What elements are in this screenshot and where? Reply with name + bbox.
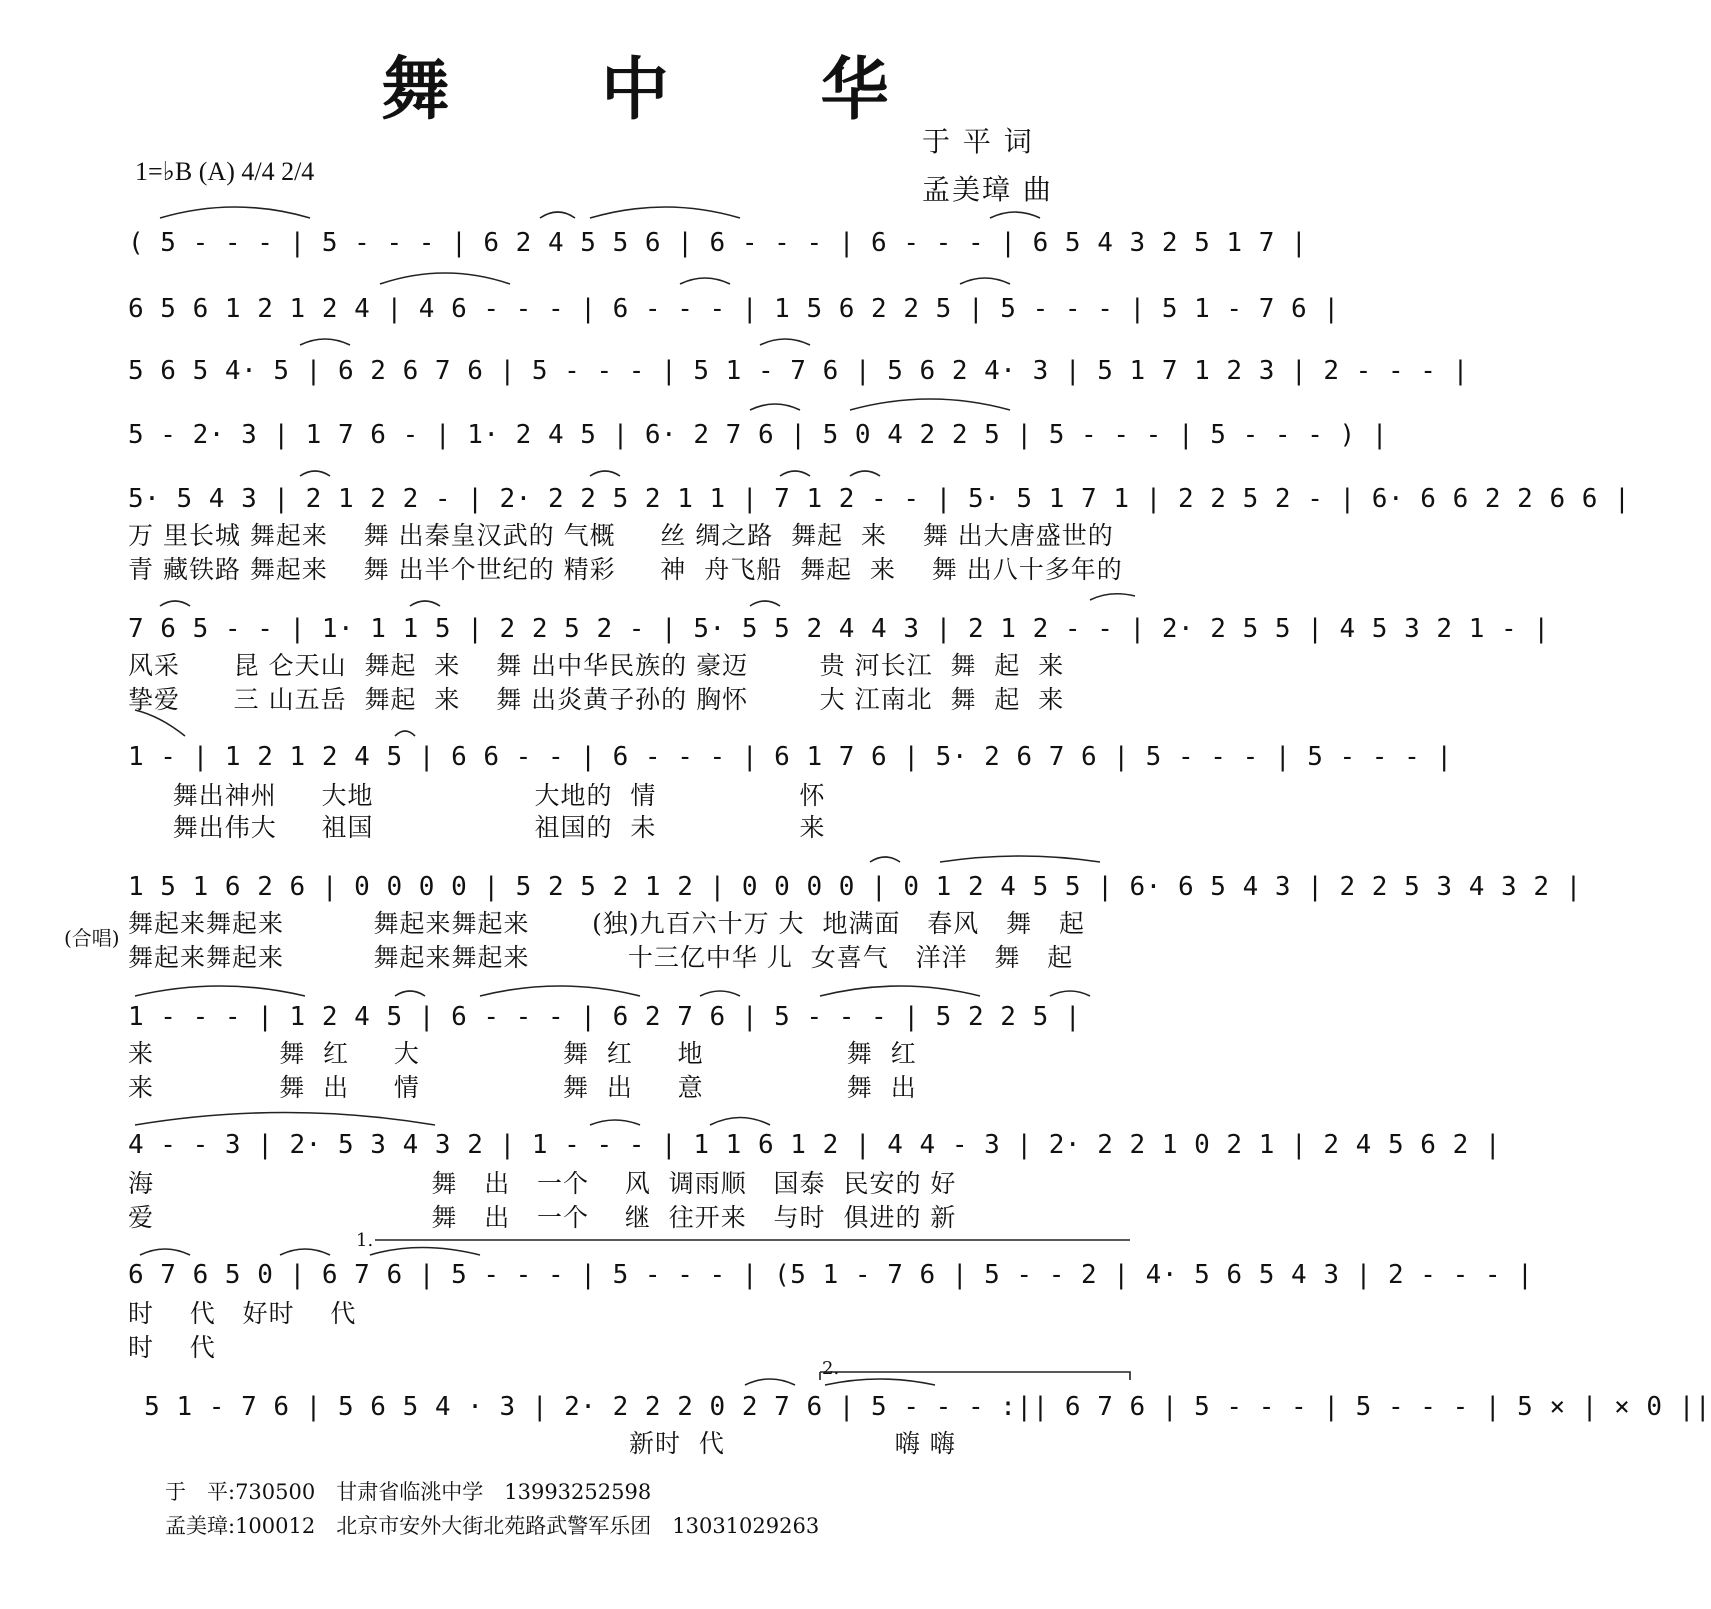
slur-mark	[590, 207, 740, 218]
slur-mark	[680, 278, 730, 284]
notation-row: 5 - 2· 3 | 1 7 6 - | 1· 2 4 5 | 6· 2 7 6 | 5 0 4 2 2 5 | 5 - - - | 5 - - - ) |	[128, 420, 1388, 450]
lyrics-verse-1: 海 舞 出 一个 风 调雨顺 国泰 民安的 好	[128, 1169, 957, 1198]
slur-mark	[135, 986, 305, 996]
slur-mark	[750, 404, 800, 410]
notation-row: 4 - - 3 | 2· 5 3 4 3 2 | 1 - - - | 1 1 6 1 2 | 4 4 - 3 | 2· 2 2 1 0 2 1 | 2 4 5 6 2 |	[128, 1130, 1502, 1160]
slur-mark	[710, 1118, 770, 1126]
notation-row: 5 1 - 7 6 | 5 6 5 4 · 3 | 2· 2 2 2 0 2 7 6 | 5 - - - :|| 6 7 6 | 5 - - - | 5 - - - | 5 × | × 0 ||	[128, 1392, 1711, 1422]
slur-mark	[745, 1379, 795, 1385]
lyricist-credit: 于 平 词	[922, 125, 1034, 158]
slur-mark	[850, 399, 1010, 410]
lyrics-verse-2: 挚爱 三 山五岳 舞起 来 舞 出炎黄子孙的 胸怀 大 江南北 舞 起 来	[128, 685, 1065, 714]
composer-credit: 孟美璋 曲	[922, 173, 1053, 206]
slur-mark	[540, 212, 575, 218]
slur-mark	[1050, 991, 1090, 996]
lyrics-verse-2: 来 舞 出 情 舞 出 意 舞 出	[128, 1073, 917, 1102]
notation-row: 1 5 1 6 2 6 | 0 0 0 0 | 5 2 5 2 1 2 | 0 0 0 0 | 0 1 2 4 5 5 | 6· 6 5 4 3 | 2 2 5 3 4 3 2 |	[128, 872, 1582, 902]
slur-mark	[140, 1249, 190, 1255]
slur-mark	[850, 471, 880, 476]
lyrics-verse-1: 舞出神州 大地 大地的 情 怀	[128, 781, 826, 810]
lyrics-verse-1: 万 里长城 舞起来 舞 出秦皇汉武的 气概 丝 绸之路 舞起 来 舞 出大唐盛世的	[128, 521, 1114, 550]
key-signature: 1=♭B (A) 4/4 2/4	[135, 157, 315, 186]
notation-row: ( 5 - - - | 5 - - - | 6 2 4 5 5 6 | 6 - - - | 6 - - - | 6 5 4 3 2 5 1 7 |	[128, 228, 1308, 258]
slur-mark	[370, 1248, 480, 1256]
slur-mark	[590, 1120, 640, 1125]
slur-mark	[160, 207, 310, 218]
slur-mark	[395, 991, 425, 996]
lyrics-verse-2: 爱 舞 出 一个 继 往开来 与时 俱进的 新	[128, 1203, 957, 1232]
lyrics-verse-1: 时 代 好时 代	[128, 1299, 357, 1328]
volta-label-2: 2.	[822, 1358, 840, 1379]
slur-mark	[825, 1379, 935, 1385]
slur-mark	[940, 856, 1100, 862]
slur-mark	[160, 601, 190, 606]
slur-mark	[300, 339, 350, 345]
contact-lyricist: 于 平:730500 甘肃省临洮中学 13993252598	[165, 1480, 652, 1504]
lyrics-verse-2: 舞起来舞起来 舞起来舞起来 十三亿中华 儿 女喜气 洋洋 舞 起	[128, 943, 1074, 972]
slur-mark	[1090, 594, 1135, 600]
slur-mark	[870, 857, 900, 862]
notation-row: 5 6 5 4· 5 | 6 2 6 7 6 | 5 - - - | 5 1 - 7 6 | 5 6 2 4· 3 | 5 1 7 1 2 3 | 2 - - - |	[128, 356, 1469, 386]
slur-mark	[395, 731, 415, 736]
notation-row: 1 - | 1 2 1 2 4 5 | 6 6 - - | 6 - - - | 6 1 7 6 | 5· 2 6 7 6 | 5 - - - | 5 - - - |	[128, 742, 1453, 772]
chorus-label: (合唱)	[64, 926, 120, 950]
notation-row: 5· 5 4 3 | 2 1 2 2 - | 2· 2 2 5 2 1 1 | 7 1 2 - - | 5· 5 1 7 1 | 2 2 5 2 - | 6· 6 6 2 2 6 6 |	[128, 484, 1631, 514]
notation-row: 6 7 6 5 0 | 6 7 6 | 5 - - - | 5 - - - | (5 1 - 7 6 | 5 - - 2 | 4· 5 6 5 4 3 | 2 - - - |	[128, 1260, 1534, 1290]
lyrics-verse-1: 风采 昆 仑天山 舞起 来 舞 出中华民族的 豪迈 贵 河长江 舞 起 来	[128, 651, 1065, 680]
notation-row: 6 5 6 1 2 1 2 4 | 4 6 - - - | 6 - - - | 1 5 6 2 2 5 | 5 - - - | 5 1 - 7 6 |	[128, 294, 1340, 324]
lyrics-verse-2: 青 藏铁路 舞起来 舞 出半个世纪的 精彩 神 舟飞船 舞起 来 舞 出八十多年的	[128, 555, 1123, 584]
lyrics-verse-2: 舞出伟大 祖国 祖国的 未 来	[128, 813, 826, 842]
slur-mark	[135, 1113, 435, 1126]
slur-mark	[780, 471, 810, 476]
contact-composer: 孟美璋:100012 北京市安外大街北苑路武警军乐团 13031029263	[165, 1514, 820, 1538]
page-title: 舞 中 华	[381, 51, 953, 130]
notation-row: 1 - - - | 1 2 4 5 | 6 - - - | 6 2 7 6 | 5 - - - | 5 2 2 5 |	[128, 1002, 1082, 1032]
slur-mark	[990, 212, 1040, 218]
slur-mark	[590, 471, 620, 476]
lyrics-verse-1: 新时 代 嗨 嗨	[128, 1429, 956, 1458]
slur-mark	[820, 986, 980, 996]
slur-mark	[480, 986, 640, 996]
slur-mark	[280, 1249, 330, 1255]
notation-row: 7 6 5 - - | 1· 1 1 5 | 2 2 5 2 - | 5· 5 5 2 4 4 3 | 2 1 2 - - | 2· 2 5 5 | 4 5 3 2 1 - |	[128, 614, 1550, 644]
slur-mark	[750, 601, 780, 606]
volta-label-1: 1.	[356, 1230, 374, 1251]
slur-mark	[700, 991, 740, 996]
lyrics-verse-2: 时 代	[128, 1333, 216, 1362]
slur-mark	[380, 273, 510, 284]
slur-mark	[960, 278, 1010, 284]
slur-mark	[760, 339, 810, 345]
lyrics-verse-1: 来 舞 红 大 舞 红 地 舞 红	[128, 1039, 917, 1068]
lyrics-verse-1: 舞起来舞起来 舞起来舞起来 (独)九百六十万 大 地满面 春风 舞 起	[128, 909, 1085, 938]
slur-mark	[410, 601, 440, 606]
slur-mark	[300, 471, 330, 476]
